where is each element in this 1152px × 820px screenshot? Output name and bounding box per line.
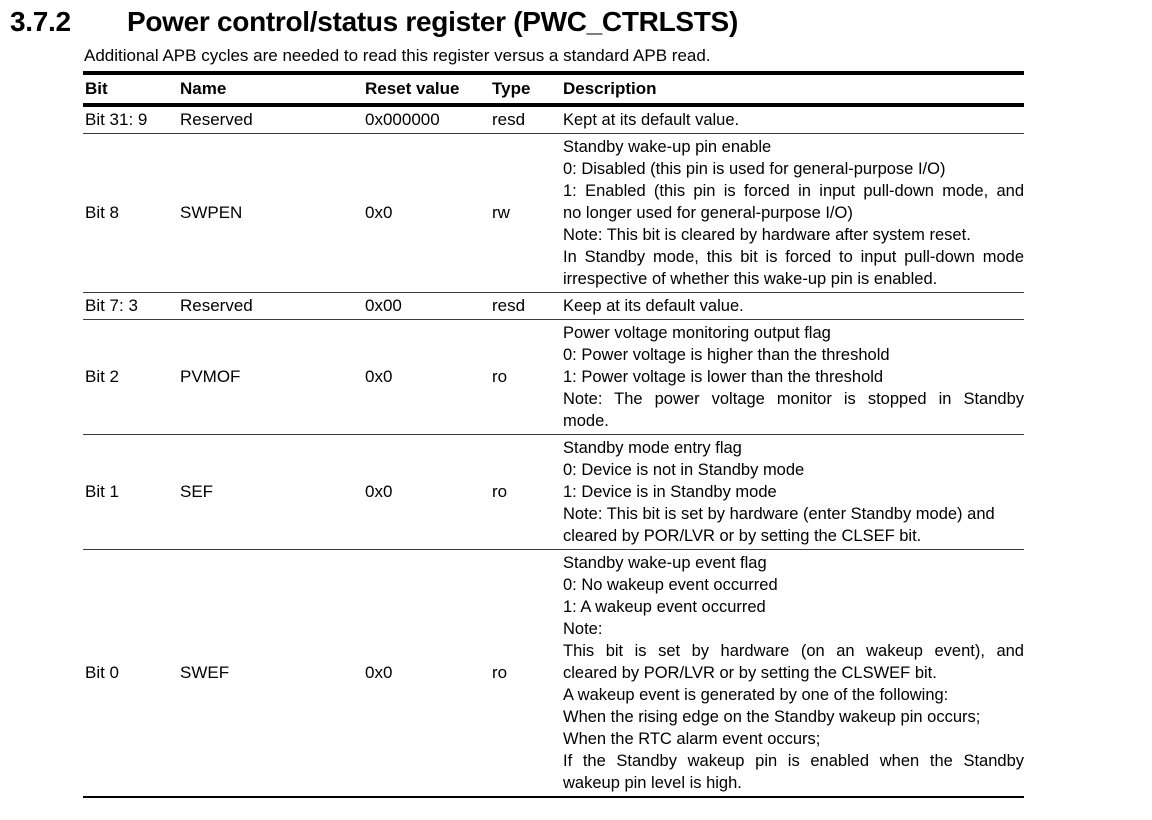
bit-cell: Bit 31: 9 <box>85 110 148 129</box>
description-cell <box>561 293 1024 320</box>
description-line: Standby wake-up pin enable <box>563 138 772 156</box>
bit-cell: Bit 7: 3 <box>85 296 138 315</box>
description-line: 1: Device is in Standby mode <box>563 483 777 501</box>
description-line: wakeup pin level is high. <box>563 774 742 792</box>
name-cell: SWPEN <box>180 203 243 222</box>
page-title: Power control/status register (PWC_CTRLSTS) <box>127 6 738 37</box>
name-cell: PVMOF <box>180 367 241 386</box>
description-line: 0: Disabled (this pin is used for general-purpose I/O) <box>563 160 946 178</box>
description-cell <box>561 105 1024 134</box>
intro-text: Additional APB cycles are needed to read this register versus a standard APB read. <box>84 46 711 65</box>
description-line: Note: The power voltage monitor is stopped in Standby <box>563 390 1024 408</box>
description-line: Standby mode entry flag <box>563 439 742 457</box>
column-header-description: Description <box>563 79 657 98</box>
register-table <box>83 71 1024 798</box>
name-cell: Reserved <box>180 110 253 129</box>
reset-value-cell: 0x000000 <box>365 110 440 129</box>
description-cell <box>561 550 1024 798</box>
section-heading <box>10 5 1152 38</box>
description-line: Kept at its default value. <box>563 111 740 129</box>
description-line: 1: Enabled (this pin is forced in input pull-down mode, and <box>563 182 1024 200</box>
table-row <box>83 550 1024 798</box>
name-cell: SWEF <box>180 663 230 682</box>
type-cell: ro <box>492 663 508 682</box>
description-cell <box>561 320 1024 435</box>
table-row <box>83 320 1024 435</box>
bit-cell: Bit 1 <box>85 482 120 501</box>
bit-cell: Bit 2 <box>85 367 120 386</box>
description-line: Note: <box>563 620 603 638</box>
description-line: 1: Power voltage is lower than the threshold <box>563 368 884 386</box>
description-line: 0: Device is not in Standby mode <box>563 461 805 479</box>
description-line: Keep at its default value. <box>563 297 744 315</box>
reset-value-cell: 0x0 <box>365 367 393 386</box>
register-table-header <box>83 73 1024 105</box>
description-line: Note: This bit is set by hardware (enter Standby mode) and <box>563 505 995 523</box>
reset-value-cell: 0x0 <box>365 482 393 501</box>
description-line: irrespective of whether this wake-up pin is enabled. <box>563 270 938 288</box>
description-line: cleared by POR/LVR or by setting the CLSWEF bit. <box>563 664 937 682</box>
column-header-bit: Bit <box>85 79 108 98</box>
bit-cell: Bit 8 <box>85 203 120 222</box>
type-cell: resd <box>492 296 526 315</box>
header-row <box>83 73 1024 105</box>
type-cell: ro <box>492 367 508 386</box>
table-row <box>83 435 1024 550</box>
name-cell: Reserved <box>180 296 253 315</box>
type-cell: ro <box>492 482 508 501</box>
description-line: 1: A wakeup event occurred <box>563 598 766 616</box>
type-cell: rw <box>492 203 510 222</box>
description-cell <box>561 134 1024 293</box>
type-cell: resd <box>492 110 526 129</box>
reset-value-cell: 0x0 <box>365 663 393 682</box>
description-line: This bit is set by hardware (on an wakeup event), and <box>563 642 1024 660</box>
description-line: A wakeup event is generated by one of the following: <box>563 686 949 704</box>
description-line: no longer used for general-purpose I/O) <box>563 204 853 222</box>
table-row <box>83 293 1024 320</box>
description-line: When the rising edge on the Standby wakeup pin occurs; <box>563 708 981 726</box>
description-line: When the RTC alarm event occurs; <box>563 730 821 748</box>
column-header-reset-value: Reset value <box>365 79 460 98</box>
table-row <box>83 134 1024 293</box>
description-cell <box>561 435 1024 550</box>
description-line: Standby wake-up event flag <box>563 554 767 572</box>
column-header-type: Type <box>492 79 531 98</box>
reset-value-cell: 0x00 <box>365 296 402 315</box>
register-table-body <box>83 105 1024 797</box>
description-line: mode. <box>563 412 609 430</box>
description-line: 0: No wakeup event occurred <box>563 576 778 594</box>
section-number: 3.7.2 <box>10 6 71 37</box>
description-line: cleared by POR/LVR or by setting the CLSEF bit. <box>563 527 922 545</box>
description-line: 0: Power voltage is higher than the threshold <box>563 346 890 364</box>
name-cell: SEF <box>180 482 214 501</box>
table-row <box>83 105 1024 134</box>
description-line: If the Standby wakeup pin is enabled when the Standby <box>563 752 1024 770</box>
description-line: Power voltage monitoring output flag <box>563 324 831 342</box>
column-header-name: Name <box>180 79 227 98</box>
description-line: In Standby mode, this bit is forced to input pull-down mode <box>563 248 1024 266</box>
description-line: Note: This bit is cleared by hardware after system reset. <box>563 226 971 244</box>
reset-value-cell: 0x0 <box>365 203 393 222</box>
bit-cell: Bit 0 <box>85 663 120 682</box>
